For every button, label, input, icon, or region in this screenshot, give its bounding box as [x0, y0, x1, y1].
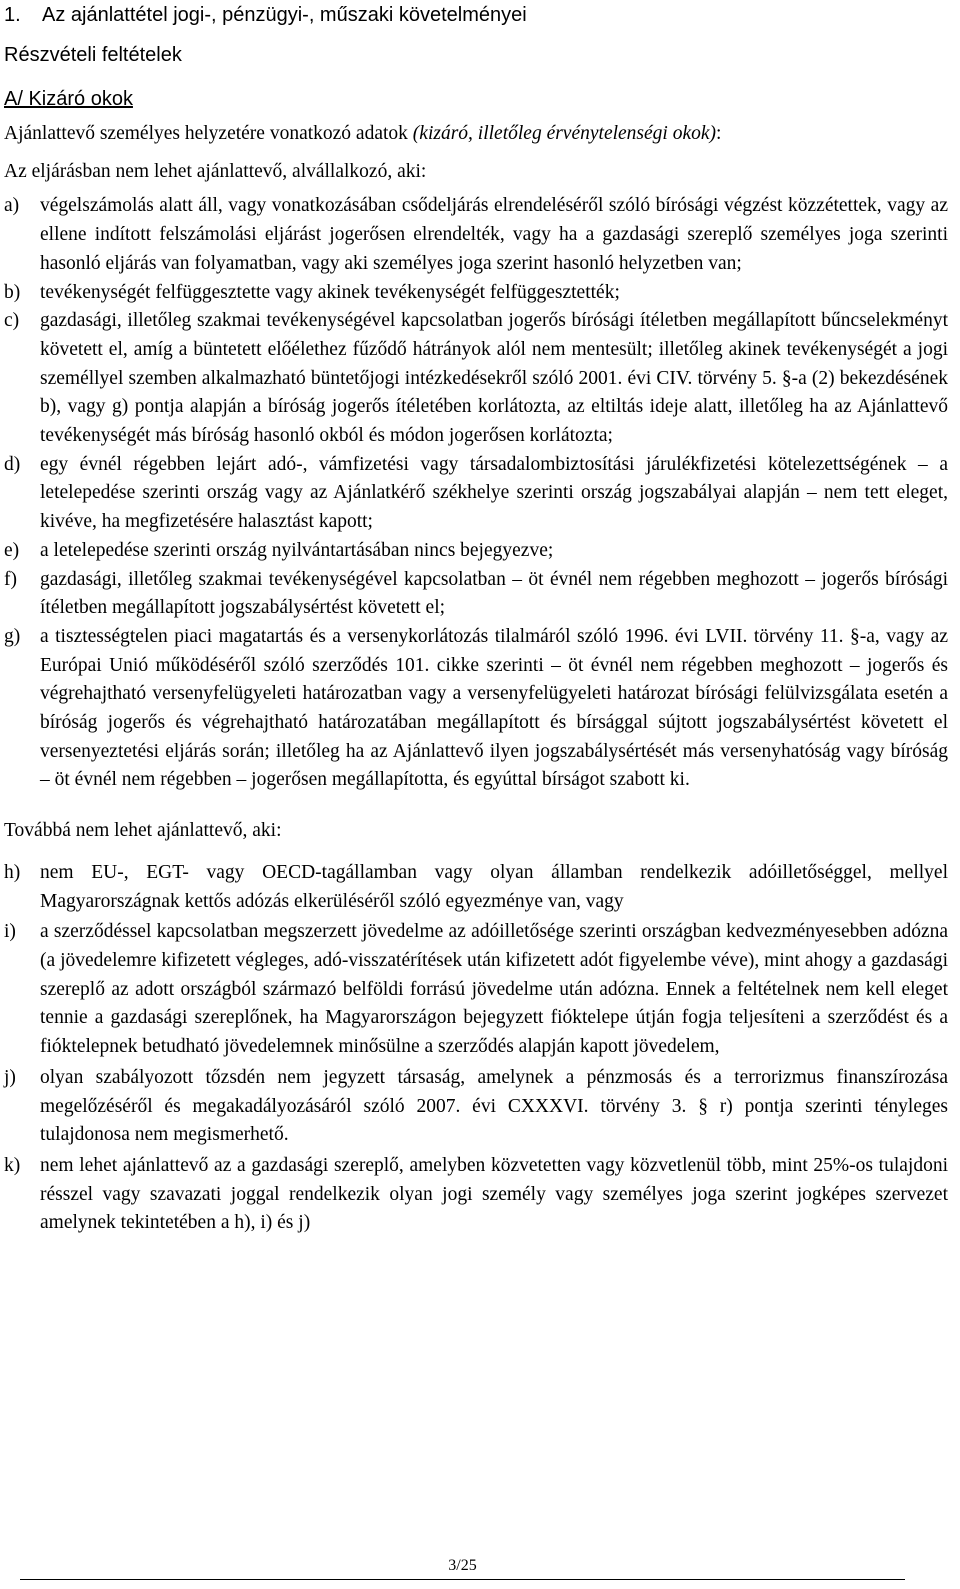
page-footer — [20, 1548, 905, 1580]
item-label: d) — [4, 453, 21, 475]
document-page — [4, 0, 948, 1240]
section-heading: A/ Kizáró okok — [4, 88, 133, 110]
intro-italic: (kizáró, illetőleg érvénytelenségi okok) — [412, 123, 717, 144]
list-item — [4, 1064, 948, 1150]
item-label: i) — [4, 921, 16, 943]
intro-suffix: : — [716, 123, 722, 144]
list-item — [4, 566, 948, 623]
intro-paragraph — [4, 120, 948, 149]
item-label: g) — [4, 625, 21, 647]
further-exclusion-list — [4, 859, 948, 1238]
lead-paragraph: Az eljárásban nem lehet ajánlattevő, alvállalkozó, aki: — [4, 160, 427, 182]
item-label: e) — [4, 539, 20, 561]
footer-divider — [20, 1579, 905, 1580]
list-item — [4, 279, 948, 308]
exclusion-list — [4, 192, 948, 795]
heading-title: Az ajánlattétel jogi-, pénzügyi-, műszaki követelményei — [42, 4, 527, 26]
item-text: olyan szabályozott tőzsdén nem jegyzett társaság, amelynek a pénzmosás és a terrorizmus finanszírozása megelőzéséről és megakadályozásáról szóló 2007. évi CXXXVI. törvény 3. § r) pontja szerinti tényleges tulajdonosa nem megismerhető. — [40, 1066, 948, 1146]
list-item — [4, 307, 948, 451]
item-text: gazdasági, illetőleg szakmai tevékenységével kapcsolatban jogerős bírósági ítéletben megállapított bűncselekményt követett el, amíg a büntetett előélethez fűződő hátrányok alól nem mentesült; illetőleg akinek tevékenységét a jogi személlyel szemben alkalmazható büntetőjogi intézkedésekről szóló 2001. évi CIV. törvény 5. §-a (2) bekezdésének b), vagy g) pontja alapján a bíróság jogerős ítéletében korlátozta, az eltiltás ideje alatt, illetőleg ha az Ajánlattevő tevékenységét más bíróság hasonló okból és módon jogerősen korlátozta; — [40, 310, 948, 447]
item-label: f) — [4, 568, 17, 590]
main-heading — [4, 1, 948, 29]
item-text: nem EU-, EGT- vagy OECD-tagállamban vagy olyan államban rendelkezik adóilletőséggel, mellyel Magyarországnak kettős adózás elkerüléséről szóló egyezménye van, vagy — [40, 861, 948, 912]
list-item — [4, 1152, 948, 1238]
list-item — [4, 537, 948, 566]
item-text: nem lehet ajánlattevő az a gazdasági szereplő, amelyben közvetetten vagy közvetlenül több, mint 25%-os tulajdoni résszel vagy szavazati joggal rendelkezik olyan jogi személy vagy személyes joga szerint jogképes szervezet amelynek tekintetében a h), i) és j) — [40, 1154, 948, 1234]
intro-prefix: Ajánlattevő személyes helyzetére vonatkozó adatok — [4, 123, 413, 144]
heading-number: 1. — [4, 4, 21, 26]
page-number: 3/25 — [448, 1557, 477, 1574]
item-label: k) — [4, 1154, 21, 1176]
item-text: végelszámolás alatt áll, vagy vonatkozásában csődeljárás elrendeléséről szóló bírósági végzést közzétettek, vagy az ellene indított felszámolási eljárást jogerősen elrendelték, vagy ha a gazdasági szereplő személyes joga szerinti hasonló eljárás van folyamatban, vagy aki személyes joga szerint hasonló helyzetben van; — [40, 195, 948, 274]
item-label: h) — [4, 861, 21, 883]
item-text: a letelepedése szerinti ország nyilvántartásában nincs bejegyezve; — [40, 539, 554, 561]
list-item — [4, 859, 948, 916]
item-text: a tisztességtelen piaci magatartás és a versenykorlátozás tilalmáról szóló 1996. évi LVII. törvény 11. §-a, vagy az Európai Unió működéséről szóló szerződés 101. cikke szerinti – öt évnél nem régebben meghozott – jogerős és végrehajtható versenyfelügyeleti határozatban vagy a versenyfelügyeleti határozat bírósági felülvizsgálata esetén a bíróság jogerős és végrehajtható határozatában megállapított és bírsággal sújtott jogszabálysértést követett el versenyeztetési eljárás során; illetőleg ha az Ajánlattevő ilyen jogszabálysértését más versenyhatóság vagy bíróság – öt évnél nem régebben – jogerősen megállapította, és egyúttal bírságot szabott ki. — [40, 625, 948, 791]
item-text: a szerződéssel kapcsolatban megszerzett jövedelme az adóilletősége szerinti országban kedvezményesebben adózna (a jövedelemre kifizetett végleges, adó-visszatérítések után kifizetett adót figyelembe véve), mint ahogy a gazdasági szereplő az adott országból származó belföldi forrású jövedelme után adózna. Ennek a feltételnek nem kell eleget tennie a gazdasági szereplőnek, ha Magyarországon bejegyzett fióktelepe útján fogja teljesíteni a szerződést és a fióktelepnek betudható jövedelemnek minősülne a szerződés alapján kapott jövedelem, — [40, 921, 948, 1058]
subheading: Részvételi feltételek — [4, 44, 182, 66]
item-text: tevékenységét felfüggesztette vagy akinek tevékenységét felfüggesztették; — [40, 281, 620, 303]
item-label: b) — [4, 281, 21, 303]
list-item — [4, 918, 948, 1062]
item-label: j) — [4, 1066, 16, 1088]
further-lead-paragraph: Továbbá nem lehet ajánlattevő, aki: — [4, 820, 282, 842]
list-item — [4, 623, 948, 795]
list-item — [4, 192, 948, 278]
item-label: a) — [4, 195, 20, 217]
list-item — [4, 451, 948, 537]
item-label: c) — [4, 310, 20, 332]
item-text: egy évnél régebben lejárt adó-, vámfizetési vagy társadalombiztosítási járulékfizetési kötelezettségének – a letelepedése szerinti ország vagy az Ajánlatkérő székhelye szerinti ország jogszabályai alapján – nem tett eleget, kivéve, ha megfizetésére halasztást kapott; — [40, 453, 948, 533]
item-text: gazdasági, illetőleg szakmai tevékenységével kapcsolatban – öt évnél nem régebben meghozott – jogerős bírósági ítéletben megállapított jogszabálysértést követett el; — [40, 568, 948, 619]
